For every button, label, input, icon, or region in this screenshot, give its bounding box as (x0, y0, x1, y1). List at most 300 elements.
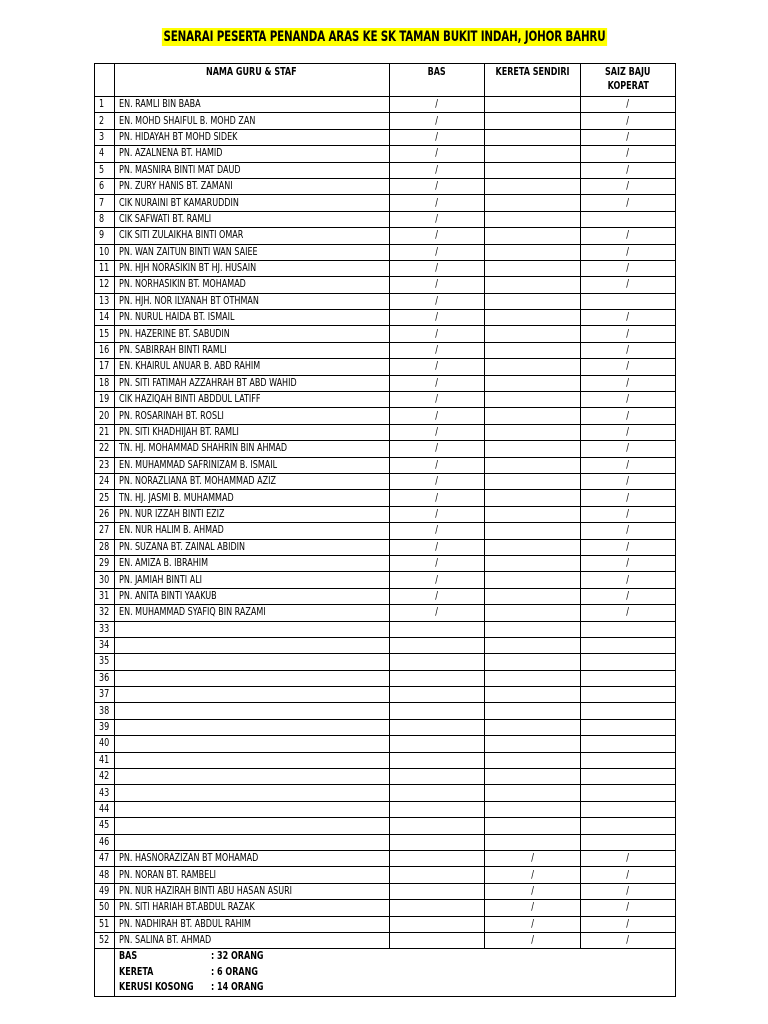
row-baju-mark: / (626, 163, 630, 176)
table-row (95, 654, 676, 670)
row-bas-mark: / (435, 212, 439, 225)
table-row (95, 605, 676, 621)
row-kereta-mark-cell (485, 605, 580, 621)
row-bas-mark-cell (389, 555, 484, 571)
row-baju-mark-cell (580, 539, 675, 555)
row-baju-mark-cell (580, 867, 675, 883)
table-row (95, 195, 676, 211)
row-baju-mark: / (626, 540, 630, 553)
row-kereta-mark: / (531, 901, 534, 914)
row-number-cell (95, 441, 115, 457)
row-number-cell (95, 932, 115, 948)
table-row (95, 162, 676, 178)
row-number-cell (95, 211, 115, 227)
row-bas-mark: / (435, 524, 439, 537)
summary-no-cell (95, 949, 115, 997)
row-baju-mark-cell (580, 588, 675, 604)
row-bas-mark: / (435, 442, 439, 455)
row-number-cell (95, 523, 115, 539)
row-baju-mark-cell (580, 441, 675, 457)
row-number-cell (95, 162, 115, 178)
row-name-cell (114, 457, 389, 473)
row-kereta-mark-cell (485, 342, 580, 358)
row-baju-mark-cell (580, 637, 675, 653)
row-number: 15 (99, 327, 110, 340)
row-name: CIK SITI ZULAIKHA BINTI OMAR (118, 229, 243, 242)
row-number-cell (95, 408, 115, 424)
table-row (95, 883, 676, 899)
row-name-cell (114, 654, 389, 670)
row-number: 46 (99, 835, 110, 848)
row-name-cell (114, 523, 389, 539)
row-number: 35 (99, 655, 110, 668)
row-number: 19 (99, 393, 110, 406)
row-bas-mark-cell (389, 867, 484, 883)
row-name-cell (114, 605, 389, 621)
row-number: 3 (99, 130, 105, 143)
row-baju-mark-cell (580, 572, 675, 588)
row-baju-mark: / (626, 409, 630, 422)
row-bas-mark: / (435, 557, 439, 570)
row-kereta-mark-cell (485, 719, 580, 735)
row-name-cell (114, 375, 389, 391)
row-baju-mark-cell (580, 293, 675, 309)
row-bas-mark-cell (389, 97, 484, 113)
row-kereta-mark-cell (485, 129, 580, 145)
row-name-cell (114, 916, 389, 932)
row-number-cell (95, 97, 115, 113)
row-number: 43 (99, 786, 110, 799)
row-kereta-mark-cell (485, 162, 580, 178)
row-baju-mark: / (626, 327, 630, 340)
row-bas-mark-cell (389, 260, 484, 276)
row-name: PN. ZURY HANIS BT. ZAMANI (118, 180, 233, 193)
row-number-cell (95, 490, 115, 506)
row-bas-mark-cell (389, 588, 484, 604)
row-number: 45 (99, 819, 110, 832)
row-kereta-mark-cell (485, 490, 580, 506)
summary-label: BAS (118, 950, 137, 963)
header-name (114, 64, 389, 97)
row-number-cell (95, 769, 115, 785)
row-baju-mark: / (626, 245, 630, 258)
row-name-cell (114, 260, 389, 276)
table-row (95, 703, 676, 719)
row-number: 49 (99, 884, 110, 897)
row-number: 39 (99, 721, 110, 734)
table-row (95, 326, 676, 342)
row-bas-mark-cell (389, 900, 484, 916)
row-bas-mark-cell (389, 818, 484, 834)
row-kereta-mark-cell (485, 113, 580, 129)
row-number-cell (95, 392, 115, 408)
row-baju-mark-cell (580, 162, 675, 178)
row-bas-mark-cell (389, 637, 484, 653)
row-number-cell (95, 260, 115, 276)
row-baju-mark: / (626, 196, 630, 209)
row-name-cell (114, 277, 389, 293)
row-name: EN. MUHAMMAD SYAFIQ BIN RAZAMI (118, 606, 266, 619)
row-name: EN. MUHAMMAD SAFRINIZAM B. ISMAIL (118, 458, 277, 471)
row-number-cell (95, 703, 115, 719)
row-name-cell (114, 162, 389, 178)
row-baju-mark-cell (580, 769, 675, 785)
table-row (95, 473, 676, 489)
row-bas-mark: / (435, 507, 439, 520)
row-baju-mark-cell (580, 490, 675, 506)
row-bas-mark-cell (389, 703, 484, 719)
row-number: 1 (99, 98, 105, 111)
row-name-cell (114, 310, 389, 326)
row-baju-mark: / (626, 901, 630, 914)
row-number: 8 (99, 212, 105, 225)
row-baju-mark-cell (580, 850, 675, 866)
row-bas-mark-cell (389, 457, 484, 473)
row-number: 16 (99, 344, 110, 357)
table-row (95, 736, 676, 752)
row-bas-mark-cell (389, 195, 484, 211)
row-baju-mark-cell (580, 260, 675, 276)
table-row (95, 260, 676, 276)
row-kereta-mark-cell (485, 392, 580, 408)
row-baju-mark: / (626, 278, 630, 291)
row-kereta-mark-cell (485, 211, 580, 227)
row-number: 2 (99, 114, 105, 127)
row-name-cell (114, 621, 389, 637)
row-bas-mark: / (435, 589, 439, 602)
title-container (0, 26, 768, 46)
row-bas-mark: / (435, 458, 439, 471)
row-name-cell (114, 687, 389, 703)
table-row (95, 457, 676, 473)
row-number: 6 (99, 180, 105, 193)
row-name-cell (114, 539, 389, 555)
row-baju-mark: / (626, 262, 630, 275)
row-number-cell (95, 506, 115, 522)
summary-value: : 32 ORANG (210, 950, 264, 963)
row-kereta-mark-cell (485, 228, 580, 244)
row-name: PN. ANITA BINTI YAAKUB (118, 589, 217, 602)
row-bas-mark-cell (389, 850, 484, 866)
row-number-cell (95, 129, 115, 145)
table-row (95, 506, 676, 522)
table-row (95, 129, 676, 145)
row-number: 32 (99, 606, 110, 619)
row-kereta-mark: / (531, 868, 534, 881)
row-baju-mark-cell (580, 178, 675, 194)
row-number-cell (95, 473, 115, 489)
row-name-cell (114, 506, 389, 522)
row-name-cell (114, 670, 389, 686)
row-baju-mark: / (626, 852, 630, 865)
row-name: PN. NUR HAZIRAH BINTI ABU HASAN ASURI (118, 884, 292, 897)
row-bas-mark-cell (389, 621, 484, 637)
row-number: 48 (99, 868, 110, 881)
row-number: 29 (99, 557, 110, 570)
row-name-cell (114, 146, 389, 162)
row-name: PN. SITI HARIAH BT.ABDUL RAZAK (118, 901, 255, 914)
row-number: 51 (99, 917, 110, 930)
table-body (95, 97, 676, 949)
row-baju-mark-cell (580, 916, 675, 932)
row-baju-mark: / (626, 393, 630, 406)
row-number: 52 (99, 934, 110, 947)
row-kereta-mark-cell (485, 441, 580, 457)
row-number-cell (95, 277, 115, 293)
row-kereta-mark-cell (485, 260, 580, 276)
header-baju (580, 64, 675, 97)
row-name: CIK SAFWATI BT. RAMLI (118, 212, 211, 225)
row-kereta-mark-cell (485, 277, 580, 293)
row-baju-mark: / (626, 589, 630, 602)
row-bas-mark-cell (389, 932, 484, 948)
row-kereta-mark-cell (485, 178, 580, 194)
row-number: 4 (99, 147, 105, 160)
row-bas-mark: / (435, 573, 439, 586)
row-bas-mark-cell (389, 687, 484, 703)
row-number-cell (95, 834, 115, 850)
row-kereta-mark-cell (485, 195, 580, 211)
row-baju-mark: / (626, 180, 630, 193)
table-row (95, 490, 676, 506)
row-bas-mark: / (435, 294, 439, 307)
row-bas-mark-cell (389, 719, 484, 735)
row-number: 13 (99, 294, 110, 307)
row-kereta-mark-cell (485, 736, 580, 752)
row-bas-mark: / (435, 98, 439, 111)
table-row (95, 539, 676, 555)
row-name-cell (114, 736, 389, 752)
row-bas-mark: / (435, 147, 439, 160)
row-baju-mark: / (626, 376, 630, 389)
row-name-cell (114, 818, 389, 834)
row-baju-mark: / (626, 557, 630, 570)
row-baju-mark-cell (580, 785, 675, 801)
row-number-cell (95, 801, 115, 817)
row-number: 23 (99, 458, 110, 471)
row-bas-mark: / (435, 196, 439, 209)
row-number: 11 (99, 262, 110, 275)
row-baju-mark-cell (580, 605, 675, 621)
row-name: PN. AZALNENA BT. HAMID (118, 147, 222, 160)
row-number-cell (95, 342, 115, 358)
table-row (95, 555, 676, 571)
row-number-cell (95, 326, 115, 342)
row-baju-mark: / (626, 147, 630, 160)
table-row (95, 687, 676, 703)
summary-value: : 14 ORANG (210, 981, 264, 994)
table-row (95, 916, 676, 932)
row-number-cell (95, 883, 115, 899)
header-name-label: NAMA GURU & STAF (206, 66, 297, 78)
row-baju-mark-cell (580, 523, 675, 539)
row-number-cell (95, 654, 115, 670)
table-row (95, 211, 676, 227)
row-number: 41 (99, 753, 110, 766)
row-kereta-mark-cell (485, 375, 580, 391)
row-kereta-mark-cell (485, 523, 580, 539)
row-baju-mark: / (626, 917, 630, 930)
table-row (95, 850, 676, 866)
row-name-cell (114, 867, 389, 883)
summary-label: KERETA (118, 965, 153, 978)
row-kereta-mark-cell (485, 654, 580, 670)
header-no (95, 64, 115, 97)
table-row (95, 572, 676, 588)
row-number: 20 (99, 409, 110, 422)
row-kereta-mark-cell (485, 785, 580, 801)
row-baju-mark: / (626, 98, 630, 111)
table-row (95, 424, 676, 440)
row-number-cell (95, 572, 115, 588)
row-name-cell (114, 883, 389, 899)
row-bas-mark-cell (389, 736, 484, 752)
row-bas-mark-cell (389, 752, 484, 768)
row-name: PN. SITI KHADHIJAH BT. RAMLI (118, 426, 239, 438)
row-name: EN. KHAIRUL ANUAR B. ABD RAHIM (118, 360, 260, 373)
row-baju-mark-cell (580, 277, 675, 293)
row-number: 50 (99, 901, 110, 914)
row-number-cell (95, 900, 115, 916)
row-bas-mark-cell (389, 506, 484, 522)
summary-line-bas (119, 949, 672, 965)
row-kereta-mark-cell (485, 801, 580, 817)
row-name-cell (114, 473, 389, 489)
row-kereta-mark: / (531, 934, 534, 947)
row-baju-mark-cell (580, 719, 675, 735)
row-bas-mark-cell (389, 359, 484, 375)
row-name: PN. NORHASIKIN BT. MOHAMAD (118, 278, 246, 291)
row-number: 10 (99, 245, 110, 258)
row-number-cell (95, 310, 115, 326)
row-number: 37 (99, 688, 110, 701)
row-name-cell (114, 769, 389, 785)
row-name-cell (114, 211, 389, 227)
row-bas-mark-cell (389, 490, 484, 506)
row-baju-mark-cell (580, 670, 675, 686)
row-kereta-mark-cell (485, 769, 580, 785)
row-name-cell (114, 359, 389, 375)
row-number: 5 (99, 163, 105, 176)
row-number-cell (95, 178, 115, 194)
row-baju-mark-cell (580, 424, 675, 440)
header-bas-label: BAS (427, 66, 447, 78)
row-number: 22 (99, 442, 110, 455)
table-row (95, 523, 676, 539)
row-name: PN. WAN ZAITUN BINTI WAN SAIEE (118, 245, 258, 258)
row-baju-mark-cell (580, 146, 675, 162)
row-bas-mark: / (435, 327, 439, 340)
row-number-cell (95, 244, 115, 260)
row-name: PN. ROSARINAH BT. ROSLI (118, 409, 224, 422)
table-row (95, 621, 676, 637)
row-name: PN. HJH. NOR ILYANAH BT OTHMAN (118, 294, 259, 307)
page-title: SENARAI PESERTA PENANDA ARAS KE SK TAMAN BUKIT INDAH, JOHOR BAHRU (163, 29, 605, 45)
row-kereta-mark-cell (485, 703, 580, 719)
row-number-cell (95, 375, 115, 391)
row-baju-mark: / (626, 458, 630, 471)
row-bas-mark: / (435, 278, 439, 291)
table-row (95, 342, 676, 358)
row-bas-mark-cell (389, 211, 484, 227)
row-number-cell (95, 457, 115, 473)
row-name-cell (114, 178, 389, 194)
row-name-cell (114, 785, 389, 801)
summary-label: KERUSI KOSONG (118, 981, 194, 994)
row-bas-mark-cell (389, 523, 484, 539)
table-row (95, 408, 676, 424)
row-bas-mark-cell (389, 310, 484, 326)
row-bas-mark-cell (389, 539, 484, 555)
row-number-cell (95, 621, 115, 637)
row-baju-mark-cell (580, 129, 675, 145)
row-name: PN. HJH NORASIKIN BT HJ. HUSAIN (118, 262, 256, 275)
row-bas-mark: / (435, 344, 439, 357)
row-number-cell (95, 785, 115, 801)
row-name-cell (114, 195, 389, 211)
row-bas-mark-cell (389, 293, 484, 309)
row-kereta-mark-cell (485, 244, 580, 260)
row-name: EN. MOHD SHAIFUL B. MOHD ZAN (118, 114, 255, 127)
row-number: 33 (99, 622, 110, 635)
row-kereta-mark-cell (485, 424, 580, 440)
row-bas-mark-cell (389, 654, 484, 670)
header-kereta-label: KERETA SENDIRI (495, 66, 570, 78)
row-kereta-mark: / (531, 884, 534, 897)
table-row (95, 752, 676, 768)
table-row (95, 277, 676, 293)
row-bas-mark-cell (389, 769, 484, 785)
row-kereta-mark-cell (485, 506, 580, 522)
row-kereta-mark-cell (485, 146, 580, 162)
row-kereta-mark-cell (485, 637, 580, 653)
row-number-cell (95, 867, 115, 883)
summary-cell (114, 949, 676, 997)
row-bas-mark: / (435, 606, 439, 619)
table-row (95, 310, 676, 326)
row-kereta-mark-cell (485, 916, 580, 932)
row-baju-mark: / (626, 229, 630, 242)
row-number-cell (95, 146, 115, 162)
row-number: 26 (99, 507, 110, 520)
row-name: PN. HAZERINE BT. SABUDIN (118, 327, 230, 340)
row-bas-mark: / (435, 130, 439, 143)
row-baju-mark: / (626, 573, 630, 586)
row-baju-mark-cell (580, 555, 675, 571)
row-bas-mark-cell (389, 424, 484, 440)
row-name-cell (114, 129, 389, 145)
row-baju-mark-cell (580, 687, 675, 703)
row-name-cell (114, 834, 389, 850)
row-baju-mark-cell (580, 228, 675, 244)
row-bas-mark: / (435, 491, 439, 504)
participant-table (94, 63, 676, 997)
row-baju-mark-cell (580, 654, 675, 670)
row-number: 21 (99, 426, 110, 438)
row-baju-mark-cell (580, 359, 675, 375)
row-baju-mark: / (626, 507, 630, 520)
row-baju-mark-cell (580, 457, 675, 473)
row-baju-mark: / (626, 868, 630, 881)
row-number: 47 (99, 852, 110, 865)
row-kereta-mark-cell (485, 883, 580, 899)
row-number-cell (95, 588, 115, 604)
row-baju-mark: / (626, 524, 630, 537)
table-row (95, 769, 676, 785)
row-number-cell (95, 195, 115, 211)
row-name: EN. RAMLI BIN BABA (118, 98, 201, 111)
table-row (95, 146, 676, 162)
